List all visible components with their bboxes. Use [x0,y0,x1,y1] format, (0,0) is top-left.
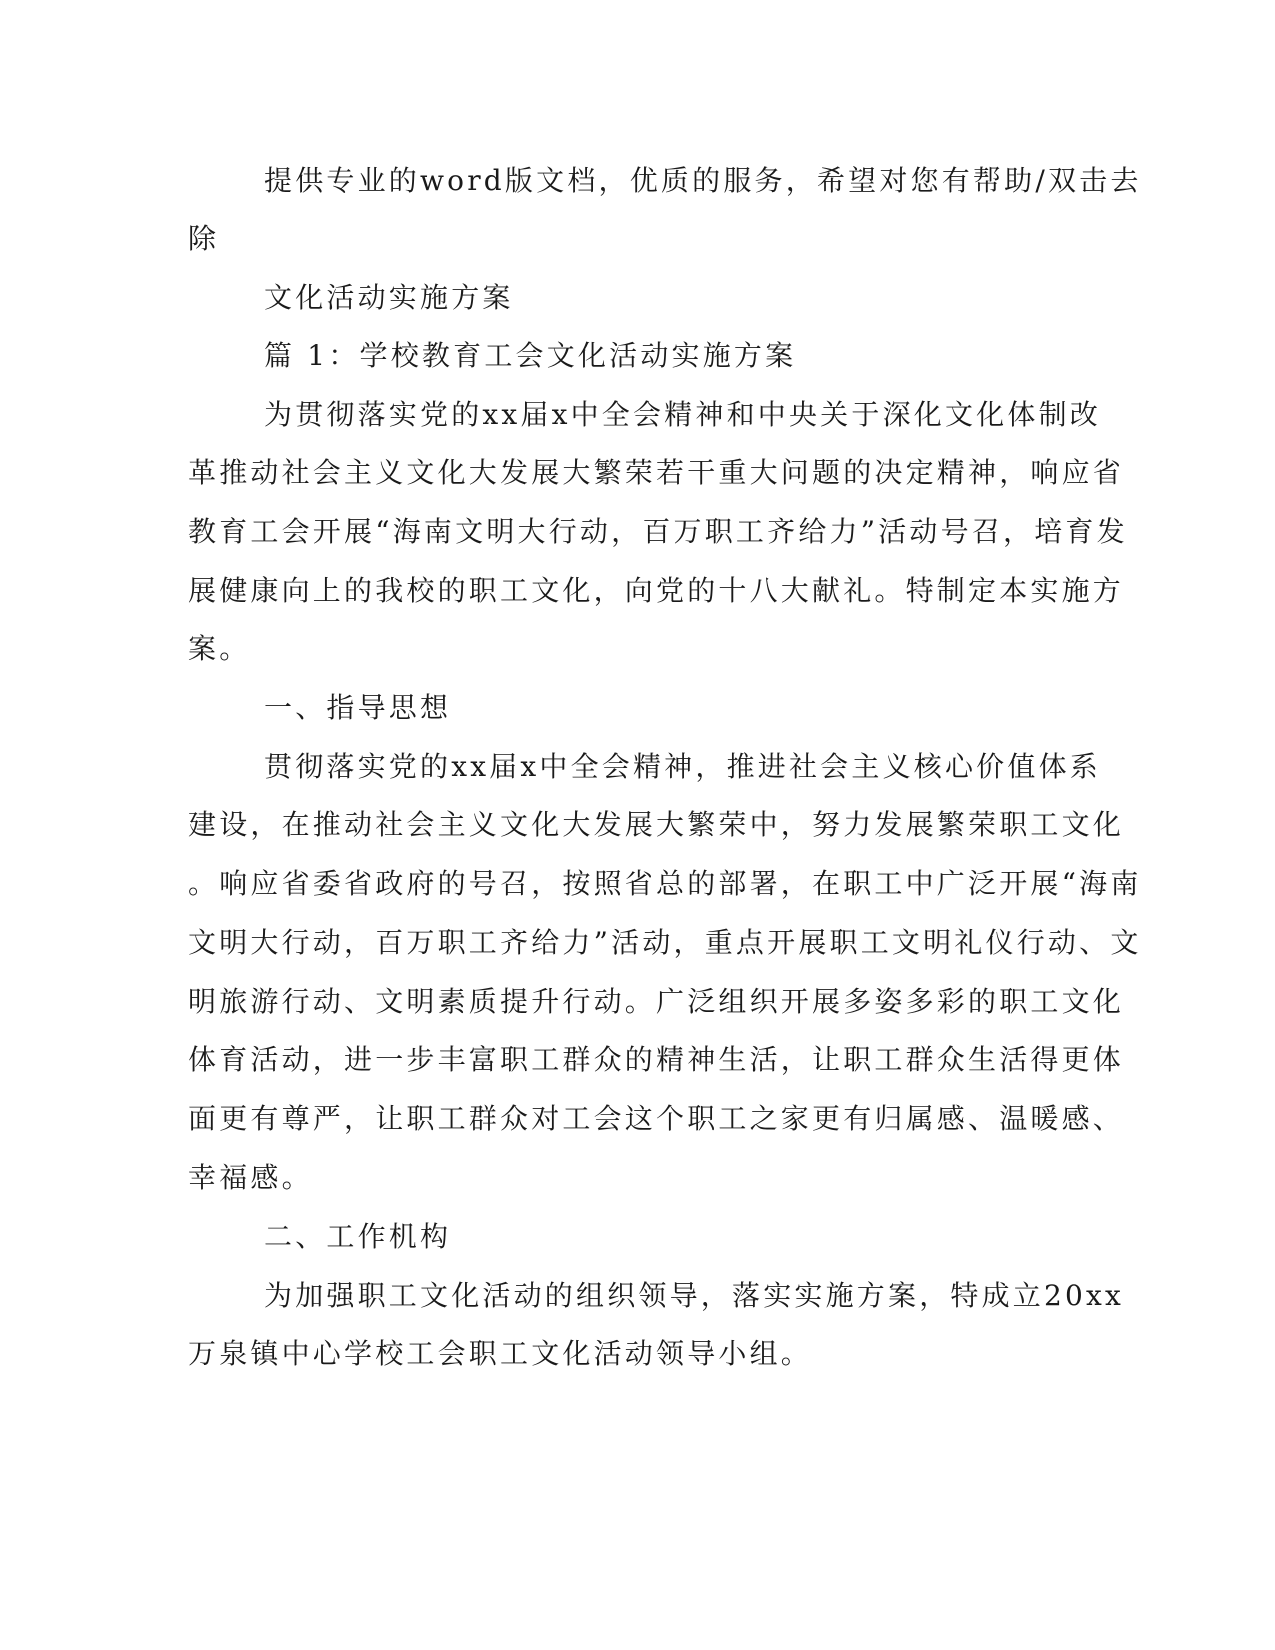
section-1-paragraph-line: 体育活动，进一步丰富职工群众的精神生活，让职工群众生活得更体 [188,1043,1125,1076]
document-subtitle: 篇 1：学校教育工会文化活动实施方案 [264,339,797,372]
section-2-heading: 二、工作机构 [264,1220,452,1253]
section-1-paragraph-line: 幸福感。 [188,1161,313,1194]
section-1-heading: 一、指导思想 [264,691,452,724]
header-note-line-2: 除 [188,222,220,255]
document-title: 文化活动实施方案 [264,281,514,314]
intro-paragraph-line: 革推动社会主义文化大发展大繁荣若干重大问题的决定精神，响应省 [188,456,1125,489]
header-note-line-1: 提供专业的word版文档，优质的服务，希望对您有帮助/双击去 [264,164,1142,197]
section-1-paragraph-line: 面更有尊严，让职工群众对工会这个职工之家更有归属感、温暖感、 [188,1102,1125,1135]
section-2-paragraph-line: 为加强职工文化活动的组织领导，落实实施方案，特成立20xx [264,1279,1125,1312]
section-1-paragraph-line: 建设，在推动社会主义文化大发展大繁荣中，努力发展繁荣职工文化 [188,808,1125,841]
section-2-paragraph-line: 万泉镇中心学校工会职工文化活动领导小组。 [188,1337,813,1370]
section-1-paragraph-line: 文明大行动，百万职工齐给力”活动，重点开展职工文明礼仪行动、文 [188,926,1142,959]
intro-paragraph-line: 为贯彻落实党的xx届x中全会精神和中央关于深化文化体制改 [264,398,1101,431]
section-1-paragraph-line: 明旅游行动、文明素质提升行动。广泛组织开展多姿多彩的职工文化 [188,985,1125,1018]
section-1-paragraph-line: 。响应省委省政府的号召，按照省总的部署，在职工中广泛开展“海南 [188,867,1142,900]
intro-paragraph-line: 展健康向上的我校的职工文化，向党的十八大献礼。特制定本实施方 [188,574,1125,607]
section-1-paragraph-line: 贯彻落实党的xx届x中全会精神，推进社会主义核心价值体系 [264,750,1101,783]
intro-paragraph-line: 教育工会开展“海南文明大行动，百万职工齐给力”活动号召，培育发 [188,515,1128,548]
intro-paragraph-line: 案。 [188,632,251,665]
